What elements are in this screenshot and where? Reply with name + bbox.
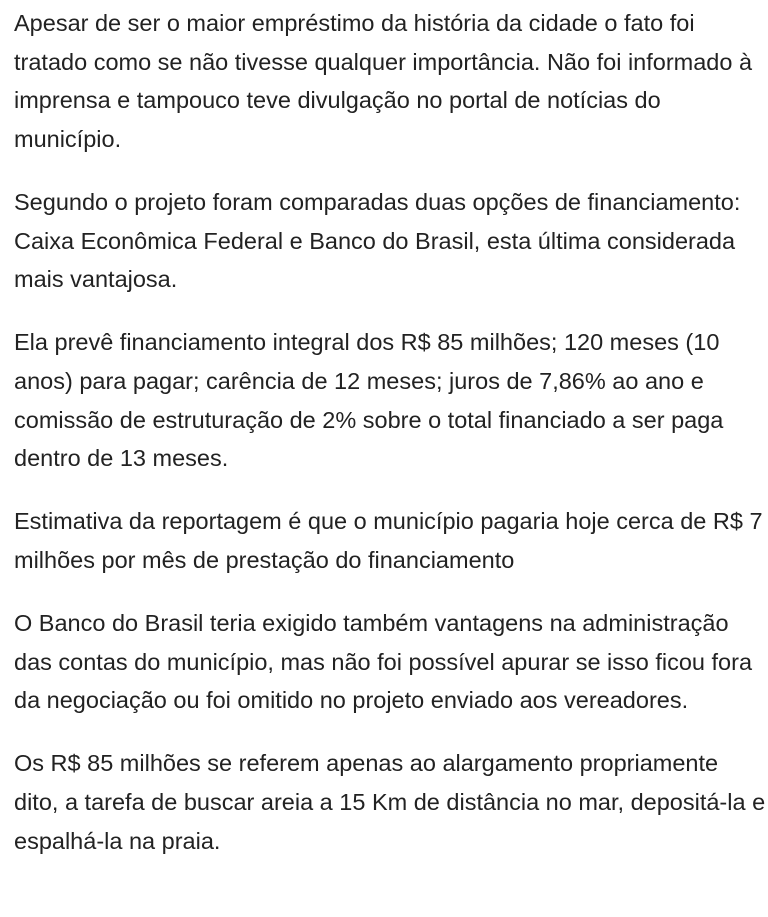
article-paragraph-3: Ela prevê financiamento integral dos R$ 85 milhões; 120 meses (10 anos) para pagar; carência de 12 meses; juros de 7,86% ao ano e comissão de estruturação de 2% sobre o total financiado a ser paga dentro de 13 meses. xyxy=(14,329,724,472)
article-paragraph-2: Segundo o projeto foram comparadas duas opções de financiamento: Caixa Econômica Federal e Banco do Brasil, esta última considerada mais vantajosa. xyxy=(14,188,741,293)
article-paragraph-6: Os R$ 85 milhões se referem apenas ao alargamento propriamente dito, a tarefa de buscar areia a 15 Km de distância no mar, depositá-la e espalhá-la na praia. xyxy=(14,750,766,854)
article-body xyxy=(14,4,766,860)
article-paragraph-5: O Banco do Brasil teria exigido também vantagens na administração das contas do município, mas não foi possível apurar se isso ficou fora da negociação ou foi omitido no projeto enviado aos vereadores. xyxy=(14,610,753,714)
article-paragraph-4: Estimativa da reportagem é que o município pagaria hoje cerca de R$ 7 milhões por mês de prestação do financiamento xyxy=(14,508,763,573)
article-paragraph-1: Apesar de ser o maior empréstimo da história da cidade o fato foi tratado como se não tivesse qualquer importância. Não foi informado à imprensa e tampouco teve divulgação no portal de notícias do município. xyxy=(14,10,753,152)
